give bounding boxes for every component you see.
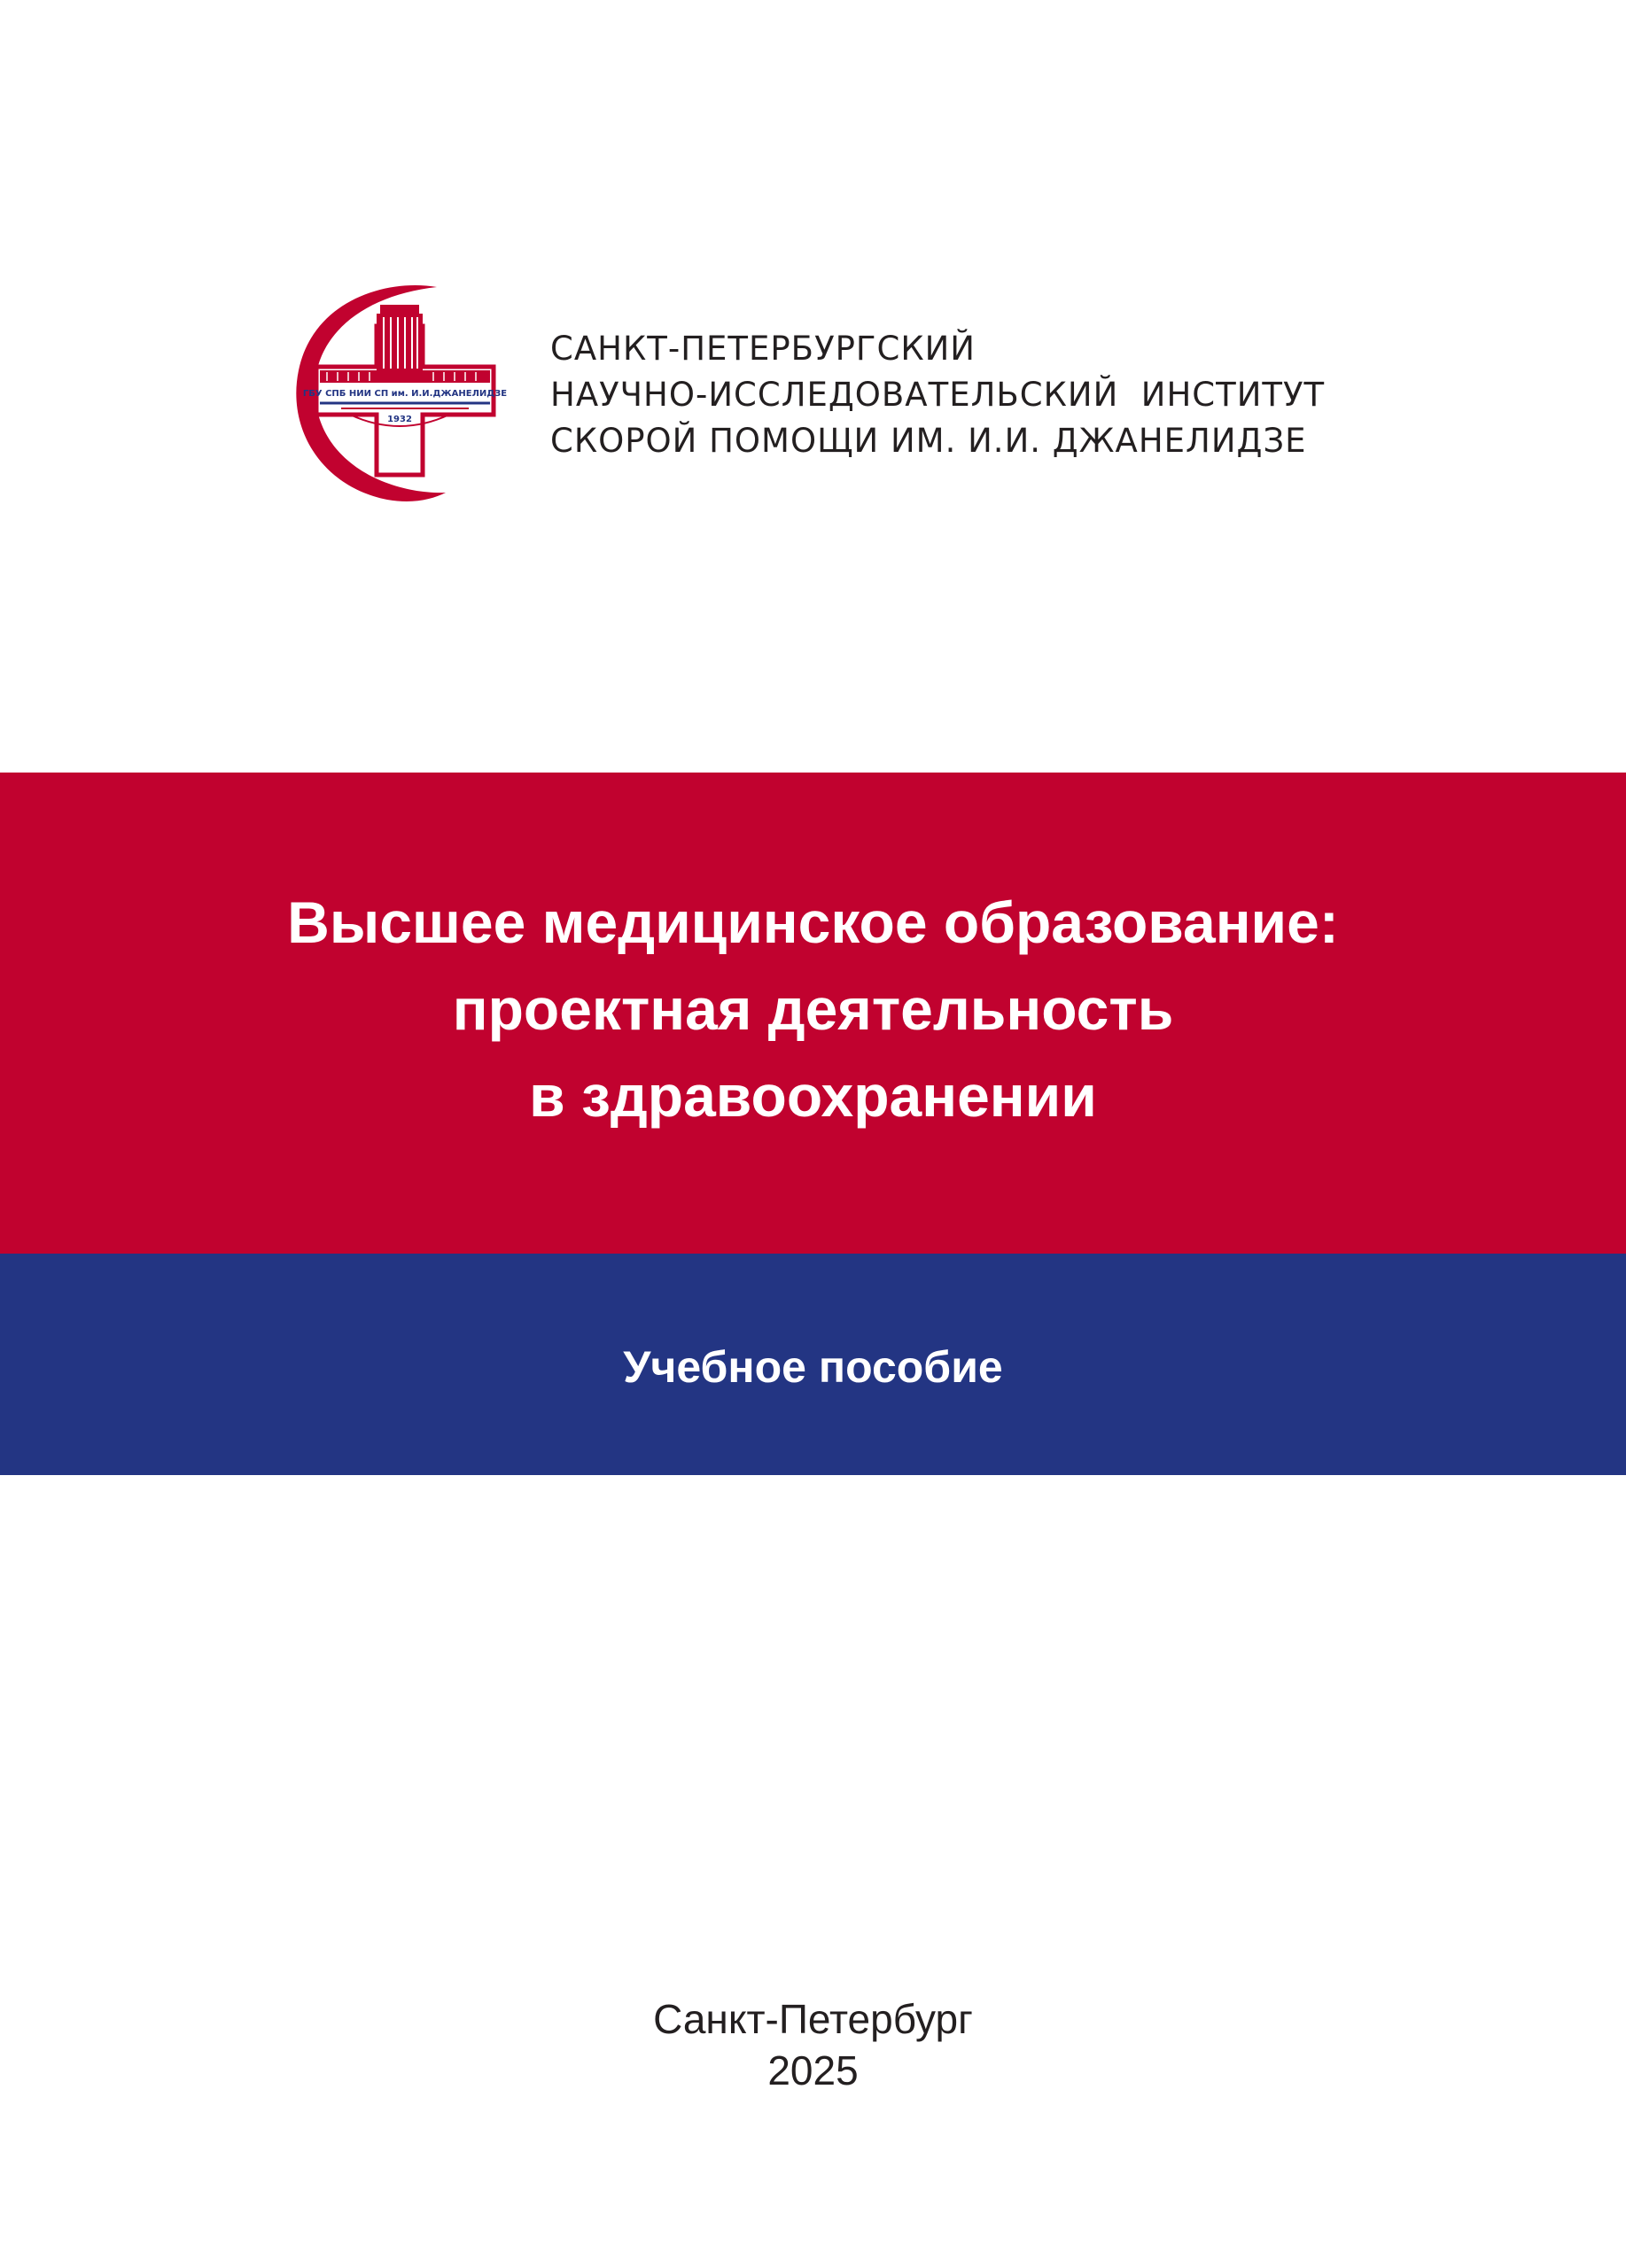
- institute-name-line: САНКТ-ПЕТЕРБУРГСКИЙ: [550, 330, 976, 368]
- institute-name: [550, 326, 1445, 464]
- institute-name-line: НАУЧНО-ИССЛЕДОВАТЕЛЬСКИЙ ИНСТИТУТ: [550, 376, 1326, 414]
- institute-emblem-icon: [288, 282, 510, 503]
- publication-year: 2025: [767, 2047, 859, 2093]
- publisher-header: [288, 282, 1440, 512]
- book-title-line: проектная деятельность: [452, 976, 1174, 1042]
- title-band: [0, 773, 1626, 1254]
- book-title-line: в здравоохранении: [529, 1063, 1097, 1129]
- institute-name-line: СКОРОЙ ПОМОЩИ ИМ. И.И. ДЖАНЕЛИДЗЕ: [550, 422, 1307, 460]
- svg-text:ГБУ СПБ НИИ СП им. И.И.ДЖАНЕЛИ: ГБУ СПБ НИИ СП им. И.И.ДЖАНЕЛИДЗЕ: [302, 389, 508, 399]
- book-title: [0, 879, 1626, 1139]
- svg-text:1932: 1932: [387, 415, 412, 424]
- subtitle-band: [0, 1254, 1626, 1475]
- publication-city: Санкт-Петербург: [653, 1996, 973, 2042]
- book-title-line: Высшее медицинское образование:: [287, 889, 1339, 955]
- publication-info: [0, 1993, 1626, 2096]
- book-subtitle: Учебное пособие: [623, 1342, 1003, 1392]
